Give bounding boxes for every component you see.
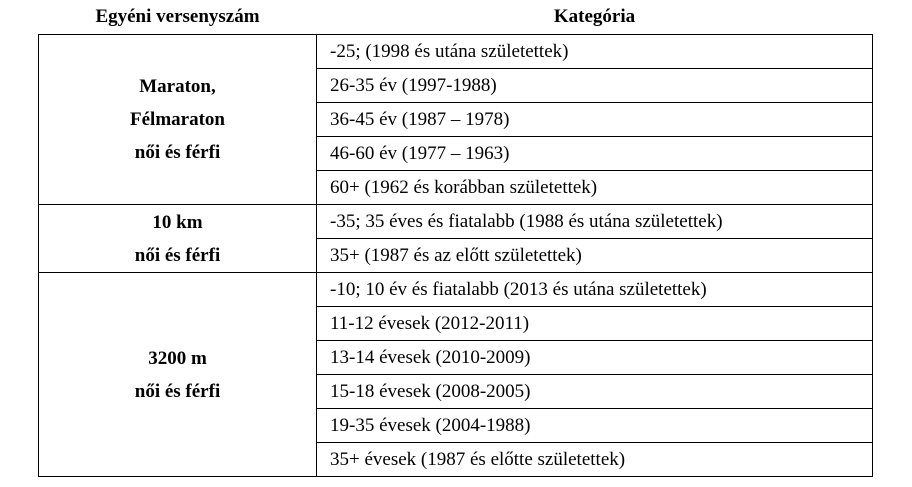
event-line: 10 km [152,211,203,233]
category-cell: 46-60 év (1977 – 1963) [317,137,873,171]
header-row [39,0,873,35]
event-line: Félmaraton [130,109,225,130]
table-row [39,205,873,239]
category-cell: 36-45 év (1987 – 1978) [317,103,873,137]
event-line: női és férfi [134,142,221,163]
event-line: Maraton, [139,76,216,97]
event-cell-marathon [39,35,317,205]
category-cell: 15-18 évesek (2008-2005) [317,375,873,409]
category-table [38,0,873,477]
category-table-container [38,0,912,477]
category-cell: 35+ évesek (1987 és előtte születettek) [317,443,873,477]
category-cell: -35; 35 éves és fiatalabb (1988 és utána születettek) [317,205,873,239]
category-cell: 26-35 év (1997-1988) [317,69,873,103]
event-line: női és férfi [134,244,221,266]
category-cell: 11-12 évesek (2012-2011) [317,307,873,341]
category-column-header: Kategória [553,6,636,27]
event-cell-10km [39,205,317,273]
event-line: női és férfi [134,380,221,402]
table-row [39,35,873,69]
category-cell: 13-14 évesek (2010-2009) [317,341,873,375]
table-row [39,273,873,307]
event-line: 3200 m [148,347,207,369]
category-cell: -25; (1998 és utána születettek) [317,35,873,69]
category-cell: -10; 10 év és fiatalabb (2013 és utána születettek) [317,273,873,307]
category-cell: 60+ (1962 és korábban születettek) [317,171,873,205]
event-column-header: Egyéni versenyszám [95,6,260,27]
event-cell-3200m [39,273,317,477]
category-cell: 19-35 évesek (2004-1988) [317,409,873,443]
category-cell: 35+ (1987 és az előtt születettek) [317,239,873,273]
